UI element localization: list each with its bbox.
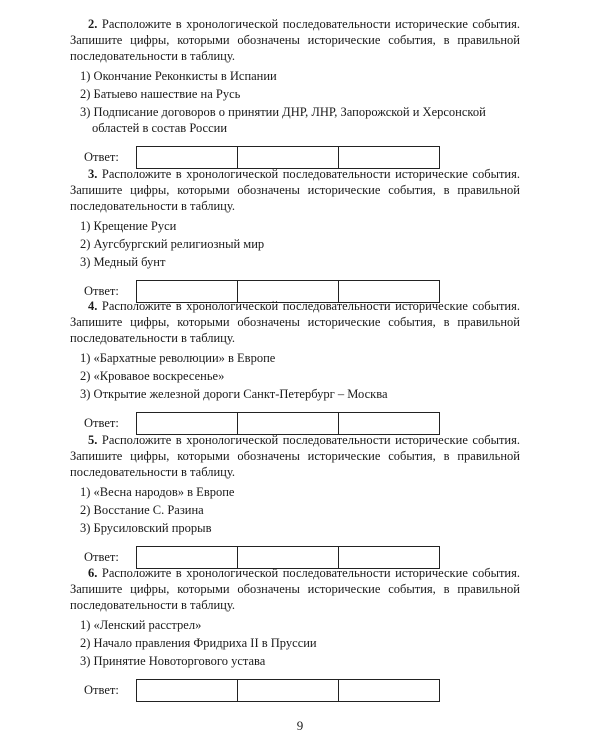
answer-label: Ответ: (84, 683, 119, 697)
option-2: 2) «Кровавое воскресенье» (80, 369, 225, 383)
task-stem (70, 16, 520, 64)
task-5 (70, 432, 520, 569)
option-3: 3) Медный бунт (80, 255, 166, 269)
task-stem (70, 166, 520, 214)
answer-cell-3[interactable] (339, 680, 439, 701)
task-stem (70, 432, 520, 480)
task-number: 4. (88, 299, 98, 313)
task-instruction: Расположите в хронологической последовательности исторические события. Запишите цифры, которыми обозначены исторические события, в правильной последовательности в таблицу. (70, 566, 520, 612)
answer-cell-2[interactable] (238, 147, 339, 168)
answer-cell-1[interactable] (137, 680, 238, 701)
task-instruction: Расположите в хронологической последовательности исторические события. Запишите цифры, которыми обозначены исторические события, в правильной последовательности в таблицу. (70, 167, 520, 213)
option-1: 1) «Весна народов» в Европе (80, 485, 235, 499)
answer-cell-3[interactable] (339, 147, 439, 168)
task-number: 2. (88, 17, 98, 31)
option-2: 2) Начало правления Фридриха II в Пруссии (80, 636, 317, 650)
task-stem (70, 565, 520, 613)
task-2 (70, 16, 520, 169)
answer-label: Ответ: (84, 416, 119, 430)
answer-label: Ответ: (84, 550, 119, 564)
task-number: 6. (88, 566, 98, 580)
answer-table (136, 679, 440, 702)
option-1: 1) «Ленский расстрел» (80, 618, 202, 632)
answer-cell-2[interactable] (238, 680, 339, 701)
task-number: 3. (88, 167, 98, 181)
task-number: 5. (88, 433, 98, 447)
task-4 (70, 298, 520, 435)
options-list (80, 350, 520, 402)
options-list (80, 617, 520, 669)
option-3: 3) Брусиловский прорыв (80, 521, 212, 535)
answer-row (84, 679, 520, 702)
option-2: 2) Аугсбургский религиозный мир (80, 237, 265, 251)
task-6 (70, 565, 520, 702)
task-instruction: Расположите в хронологической последовательности исторические события. Запишите цифры, которыми обозначены исторические события, в правильной последовательности в таблицу. (70, 299, 520, 345)
option-1: 1) Крещение Руси (80, 219, 177, 233)
option-3: 3) Открытие железной дороги Санкт-Петербург – Москва (80, 387, 388, 401)
option-1: 1) Окончание Реконкисты в Испании (80, 69, 277, 83)
option-3: 3) Подписание договоров о принятии ДНР, ЛНР, Запорожской и Херсонской областей в состав России (80, 105, 486, 135)
option-3: 3) Принятие Новоторгового устава (80, 654, 266, 668)
options-list (80, 484, 520, 536)
page-number: 9 (296, 718, 304, 733)
task-instruction: Расположите в хронологической последовательности исторические события. Запишите цифры, которыми обозначены исторические события, в правильной последовательности в таблицу. (70, 17, 520, 63)
task-3 (70, 166, 520, 303)
option-1: 1) «Бархатные революции» в Европе (80, 351, 276, 365)
answer-cell-3[interactable] (339, 413, 439, 434)
answer-label: Ответ: (84, 150, 119, 164)
answer-cell-2[interactable] (238, 413, 339, 434)
option-2: 2) Восстание С. Разина (80, 503, 204, 517)
options-list (80, 218, 520, 270)
answer-cell-1[interactable] (137, 147, 238, 168)
answer-label: Ответ: (84, 284, 119, 298)
task-instruction: Расположите в хронологической последовательности исторические события. Запишите цифры, которыми обозначены исторические события, в правильной последовательности в таблицу. (70, 433, 520, 479)
task-stem (70, 298, 520, 346)
answer-cell-1[interactable] (137, 413, 238, 434)
option-2: 2) Батыево нашествие на Русь (80, 87, 241, 101)
options-list (80, 68, 520, 136)
